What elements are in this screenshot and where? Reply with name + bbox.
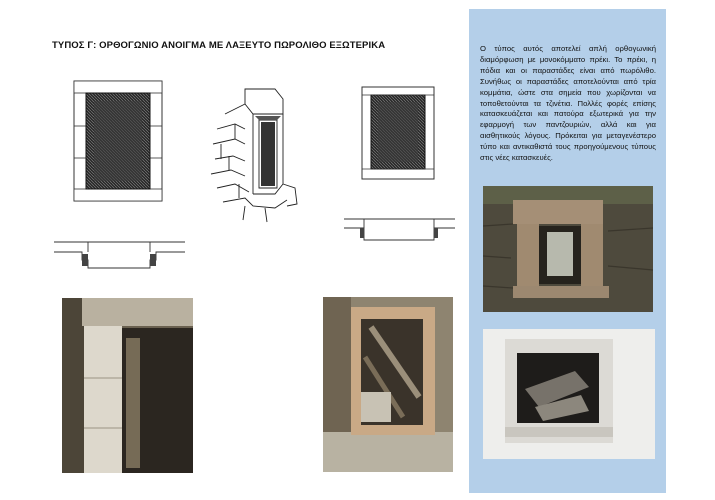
window-elevation-drawing-2 [358,84,438,182]
plan-section-drawing-1 [52,236,187,272]
page-title: ΤΥΠΟΣ Γ: ΟΡΘΟΓΩΝΙΟ ΑΝΟΙΓΜΑ ΜΕ ΛΑΞΕΥΤΟ ΠΩΡΟΛΙΘΟ ΕΞΩΤΕΡΙΚΑ [52,40,386,51]
photo-window-frame [323,297,453,472]
photo-whitewashed-window [483,329,655,459]
masonry-perspective-drawing [205,84,305,226]
window-elevation-drawing-1 [70,78,166,204]
photo-stone-doorway [62,298,193,473]
plan-section-drawing-2 [342,214,457,244]
photo-window-stone-wall [483,186,653,312]
description-text: Ο τύπος αυτός αποτελεί απλή ορθογωνική διαμόρφωση με μονοκόμματο πρέκι. Το πρέκι, η πόδια και οι παραστάδες είναι από πωρόλιθο. Συνήθως οι παραστάδες αποτελούνται από τρία κομμάτια, ώστε στα σημεία που χωρίζονται να τοποθετούνται τα τζινέτια. Πολλές φορές επίσης κατασκευάζεται και πατούρα εξωτερικά για την εφαρμογή των παντζουριών, αλλά και για αισθητικούς λόγους. Πρόκειται για μεταγενέστερο τύπο και αντικαθιστά τους προηγούμενους τύπους στις νέες κατασκευές. [480,44,656,163]
